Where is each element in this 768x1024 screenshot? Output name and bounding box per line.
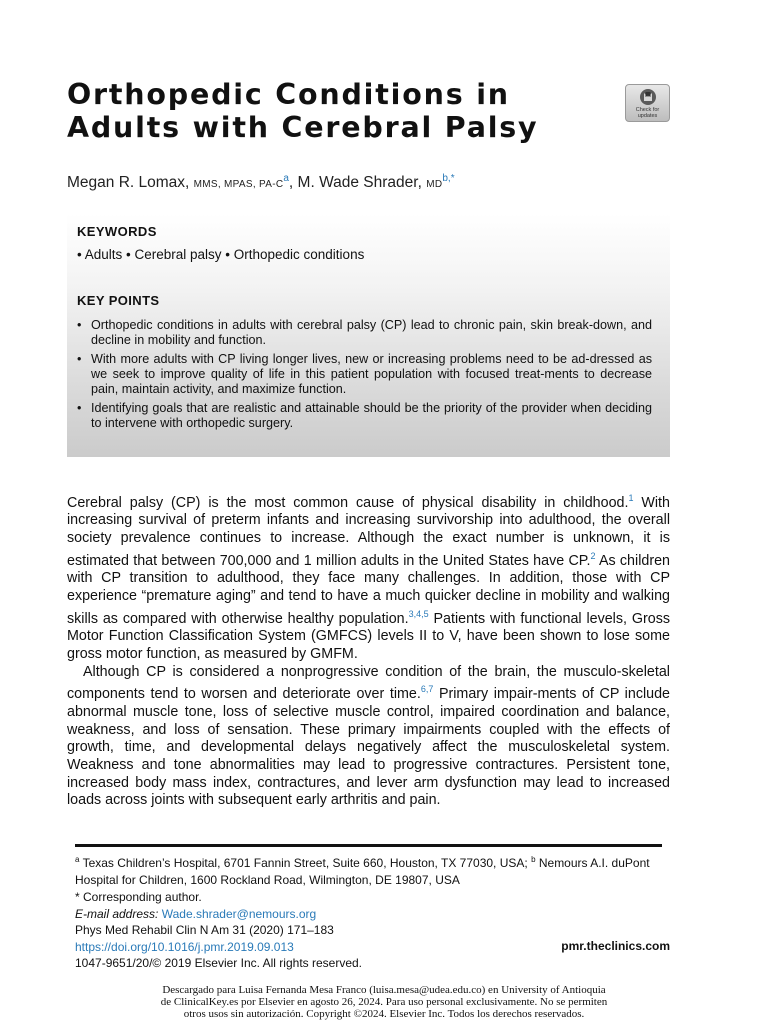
crossmark-icon [639,88,657,106]
author-2-affiliation-link[interactable]: b,* [442,173,455,184]
download-notice-line: otros usos sin autorización. Copyright ©2024. Elsevier Inc. Todos los derechos reservados. [183,1008,585,1020]
badge-label-line-1: Check for [635,107,660,113]
text-span: With increasing survival of preterm infants and increasing survivorship into adulthood, the overall society prevalence continues to increase. Although the exact number is unknown, it is estimated that between 700,000 and 1 million adults in the United States have CP. [67,494,670,569]
email-line [75,906,665,923]
article-title [67,78,607,144]
reference-link[interactable]: 3,4,5 [408,608,429,619]
article-body [67,490,670,810]
author-1-affiliation-link[interactable]: a [283,173,289,184]
author-line [67,173,455,192]
download-notice-line: Descargado para Luisa Fernanda Mesa Franco (luisa.mesa@udea.edu.co) en University of Antioquia [162,984,606,996]
key-point-item: • With more adults with CP living longer lives, new or increasing problems need to be ad-dressed as we seek to improve quality of life in this patient population with focused treat-ments to decrease pain, maintain activity, and maximize function. [77,352,652,397]
text-span: Primary impair-ments of CP include abnormal muscle tone, loss of selective muscle control, impaired coordination and balance, weakness, and loss of sensation. These primary impairments coupled with the effects of growth, time, and developmental delays negatively affect the musculoskeletal system. Weakness and tone abnormalities may lead to progressive contractures. Persistent tone, increased body mass index, contractures, and lever arm dysfunction may lead to increased loads across joints with subsequent early arthritis and pain. [67,686,670,809]
body-paragraph-2 [67,664,670,810]
author-2-name: M. Wade Shrader, [297,174,422,192]
affiliation-a: Texas Children’s Hospital, 6701 Fannin Street, Suite 660, Houston, TX 77030, USA; [79,856,532,870]
text-span: Although CP is considered a nonprogressive condition of the brain, the musculo-skeletal components tend to worsen and deteriorate over time. [67,663,670,703]
download-notice-line: de ClinicalKey.es por Elsevier en agosto 26, 2024. Para uso personal exclusivamente. No se permiten [160,996,608,1008]
author-1-credentials: MMS, MPAS, PA-C [193,179,284,191]
check-for-updates-button[interactable] [625,84,670,122]
author-1-name: Megan R. Lomax, [67,174,190,192]
reference-link[interactable]: 2 [590,550,596,561]
author-2-credentials: MD [426,179,443,191]
key-point-item: • Identifying goals that are realistic and attainable should be the priority of the provider when deciding to intervene with orthopedic surgery. [77,401,652,431]
citation: Phys Med Rehabil Clin N Am 31 (2020) 171–183 [75,923,334,937]
keywords-keypoints-box [67,214,670,457]
corresponding-author: * Corresponding author. [75,890,202,904]
doi-link[interactable]: https://doi.org/10.1016/j.pmr.2019.09.013 [75,939,294,954]
keywords-heading: KEYWORDS [77,224,157,239]
title-line-1: Orthopedic Conditions in [67,78,510,111]
keywords-list: • Adults • Cerebral palsy • Orthopedic conditions [77,247,365,262]
title-line-2: Adults with Cerebral Palsy [67,111,539,144]
email-link[interactable]: Wade.shrader@nemours.org [161,907,317,921]
key-points-heading: KEY POINTS [77,293,160,308]
download-notice [100,984,668,1020]
text-span: Cerebral palsy (CP) is the most common cause of physical disability in childhood. [67,494,629,511]
affiliations [75,851,665,889]
email-label: E-mail address: [75,907,159,921]
affiliation-b: Nemours A.I. duPont Hospital for Children, 1600 Rockland Road, Wilmington, DE 19807, USA [75,856,650,887]
badge-label-line-2: updates [637,113,658,119]
body-paragraph-1 [67,490,670,664]
journal-site-link[interactable]: pmr.theclinics.com [561,939,670,953]
key-points-list [77,318,652,435]
text-span: As children with CP transition to adulthood, they face many challenges. In addition, those with CP experience “premature aging” and tend to have a much quicker decline in mobility and walking skills as compared with otherwise healthy population. [67,552,670,627]
reference-link[interactable]: 1 [628,493,634,503]
footnotes [75,851,665,923]
text-span: Patients with functional levels, Gross Motor Function Classification System (GMFCS) levels II to V, have been shown to lose some gross motor function, as measured by GMFM. [67,610,670,662]
author-separator: , [288,174,298,192]
footnote-divider [75,844,662,847]
journal-info [75,922,362,972]
affiliation-marker: b [531,855,536,864]
issn-copyright: 1047-9651/20/© 2019 Elsevier Inc. All rights reserved. [75,956,363,970]
affiliation-marker: a [75,855,80,864]
key-point-item: • Orthopedic conditions in adults with cerebral palsy (CP) lead to chronic pain, skin break-down, and decline in mobility and function. [77,318,652,348]
reference-link[interactable]: 6,7 [420,684,434,695]
